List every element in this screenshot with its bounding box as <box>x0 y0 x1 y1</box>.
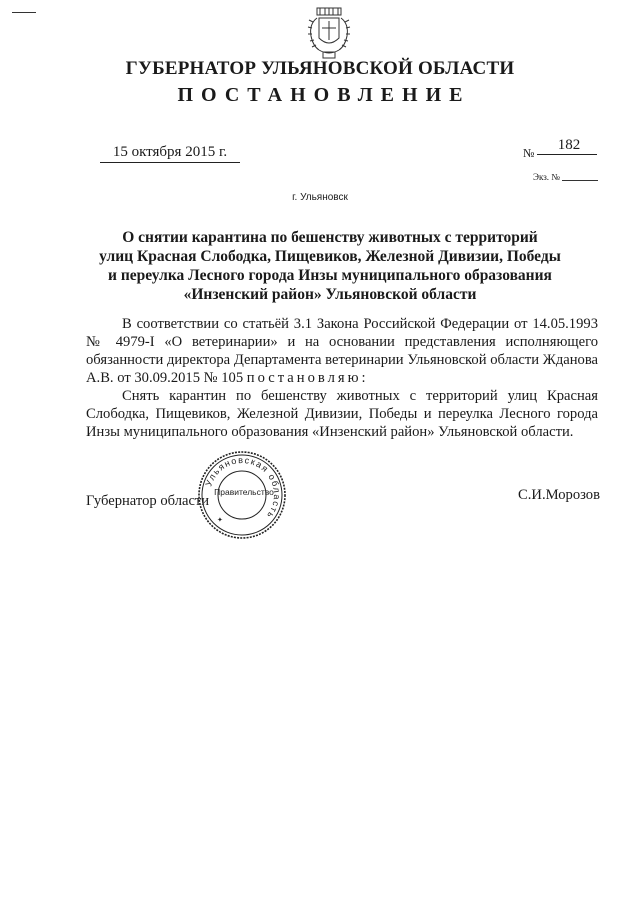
subject-line: и переулка Лесного города Инзы муниципального образования <box>108 267 552 284</box>
document-body <box>86 315 598 441</box>
copy-number-line <box>562 180 598 181</box>
document-subject <box>80 228 580 304</box>
stamp-center-text: Правительство <box>214 487 274 497</box>
document-type-title: ПОСТАНОВЛЕНИЕ <box>177 84 471 106</box>
corner-mark <box>12 12 36 13</box>
signer-name: С.И.Морозов <box>518 487 600 503</box>
document-date: 15 октября 2015 г. <box>100 144 240 163</box>
paragraph-text: В соответствии со статьёй 3.1 Закона Российской Федерации от 14.05.1993 № 4979-I «О ветеринарии» и на основании представления исполняющего обязанности директора Департамента ветеринарии Ульяновской области Жданова А.В. от 30.09.2015 № 105 <box>86 316 598 386</box>
number-sign: № <box>523 146 535 160</box>
signer-position: Губернатор области <box>86 493 210 509</box>
subject-line: «Инзенский район» Ульяновской области <box>183 286 477 303</box>
coat-of-arms-icon <box>303 6 355 62</box>
subject-line: О снятии карантина по бешенству животных с территорий <box>122 229 538 246</box>
svg-text:✦: ✦ <box>217 517 223 524</box>
body-paragraph <box>86 315 598 387</box>
resolution-keyword: постановляю: <box>246 370 369 386</box>
body-paragraph: Снять карантин по бешенству животных с территорий улиц Красная Слободка, Пищевиков, Железной Дивизии, Победы и переулка Лесного города Инзы муниципального образования «Инзенский район» Ульяновской области. <box>86 388 598 440</box>
copy-label: Экз. № <box>533 172 560 182</box>
stamp-ring-text: Ульяновская область <box>203 454 283 522</box>
subject-line: улиц Красная Слободка, Пищевиков, Железной Дивизии, Победы <box>99 248 561 265</box>
copy-number-field <box>533 172 598 182</box>
authority-title: ГУБЕРНАТОР УЛЬЯНОВСКОЙ ОБЛАСТИ <box>125 58 515 79</box>
document-number: 182 <box>537 136 597 155</box>
document-city: г. Ульяновск <box>292 192 348 203</box>
